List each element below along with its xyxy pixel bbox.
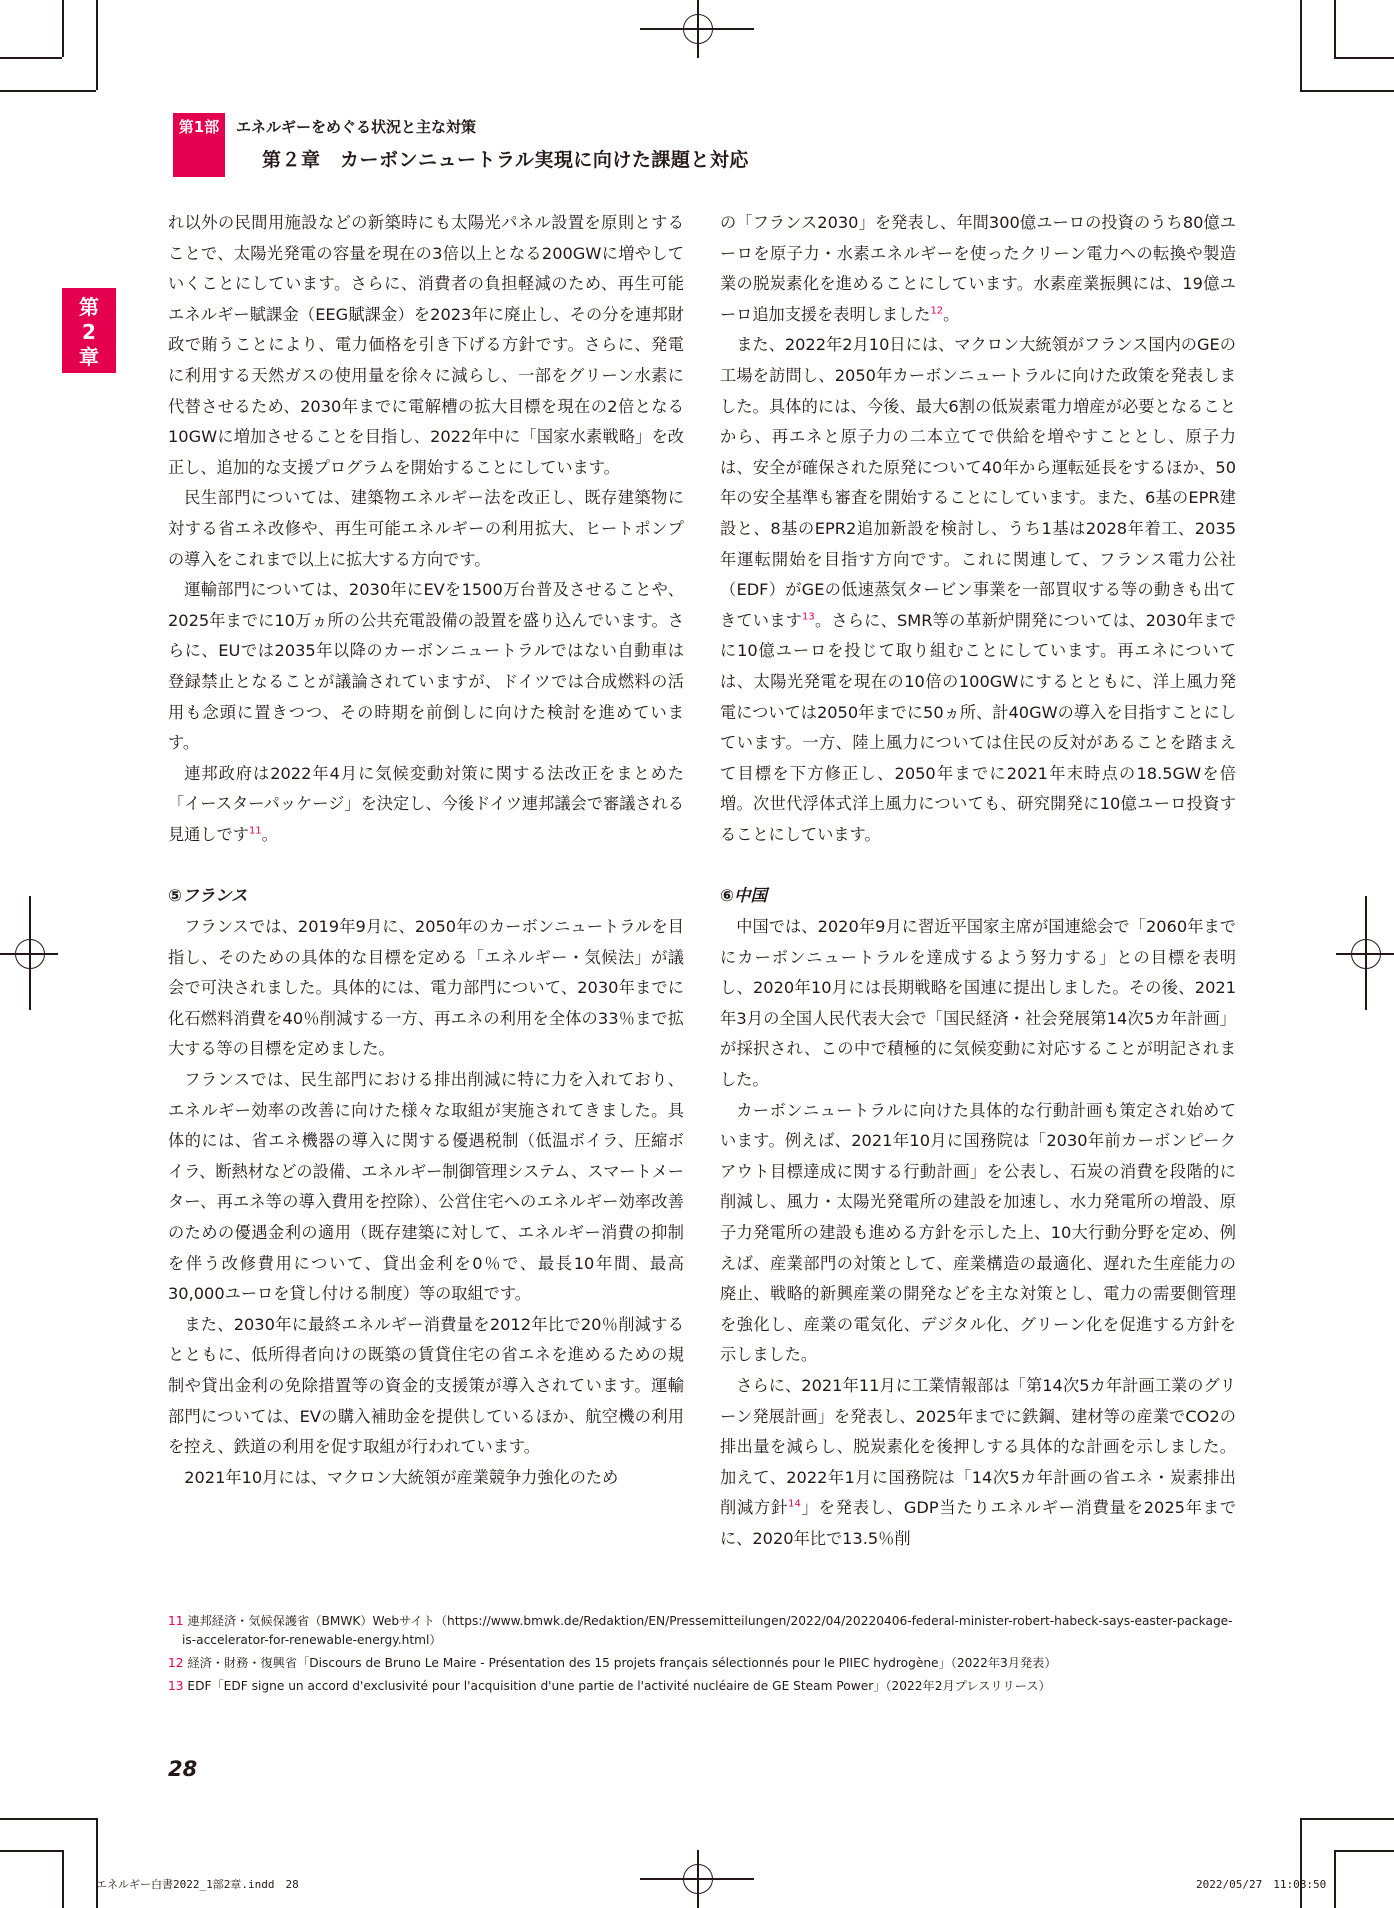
side-tab-line: 2 bbox=[82, 320, 96, 344]
right-column bbox=[720, 208, 1236, 1555]
crop-mark bbox=[62, 1850, 64, 1908]
side-tab-line: 第 bbox=[79, 295, 99, 319]
paragraph bbox=[720, 330, 1236, 850]
crop-mark bbox=[1334, 1850, 1394, 1852]
paragraph bbox=[720, 208, 1236, 330]
part-accent-bar bbox=[173, 141, 225, 177]
footnote-ref[interactable]: 12 bbox=[930, 305, 944, 317]
paragraph-text: また、2022年2月10日には、マクロン大統領がフランス国内のGEの工場を訪問し、2050年カーボンニュートラルに向けた政策を発表しました。具体的には、今後、最大6割の低炭素電力増産が必要となることから、再エネと原子力の二本立てで供給を増やすこととし、原子力は、安全が確保された原発について40年から運転延長をするほか、50年の安全基準も審査を開始することにしています。また、6基のEPR建設と、8基のEPR2追加新設を検討し、うち1基は2028年着工、2035年運転開始を目指す方向です。これに関連して、フランス電力公社（EDF）がGEの低速蒸気タービン事業を一部買収する等の動きも出てきています bbox=[720, 335, 1236, 630]
paragraph: 運輸部門については、2030年にEVを1500万台普及させることや、2025年までに10万ヵ所の公共充電設備の設置を盛り込んでいます。さらに、EUでは2035年以降のカーボンニュートラルではない自動車は登録禁止となることが議論されていますが、ドイツでは合成燃料の活用も念頭に置きつつ、その時期を前倒しに向けた検討を進めています。 bbox=[168, 580, 684, 753]
crop-mark bbox=[0, 1818, 96, 1820]
paragraph-text: 」を発表し、GDP当たりエネルギー消費量を2025年までに、2020年比で13.5％削 bbox=[720, 1498, 1237, 1548]
crop-mark bbox=[0, 90, 96, 92]
footnote-text: 連邦経済・気候保護省（BMWK）Webサイト（https://www.bmwk.de/Redaktion/EN/Pressemitteilungen/2022/04/20220406-federal-minister-robert-habeck-says-easter-package-is-accelerator-for-renewable-energy.html） bbox=[182, 1614, 1233, 1647]
paragraph: カーボンニュートラルに向けた具体的な行動計画も策定され始めています。例えば、2021年10月に国務院は「2030年前カーボンピークアウト目標達成に関する行動計画」を公表し、石炭の消費を段階的に削減し、風力・太陽光発電所の建設を加速し、水力発電所の増設、原子力発電所の建設も進める方針を示した上、10大行動分野を定め、例えば、産業部門の対策として、産業構造の最適化、遅れた生産能力の廃止、戦略的新興産業の開発などを主な対策とし、電力の需要側管理を強化し、産業の電気化、デジタル化、グリーン化を促進する方針を示しました。 bbox=[720, 1100, 1236, 1365]
paragraph: 中国では、2020年9月に習近平国家主席が国連総会で「2060年までにカーボンニュートラルを達成するよう努力する」との目標を表明し、2020年10月には長期戦略を国連に提出しました。その後、2021年3月の全国人民代表大会で「国民経済・社会発展第14次5カ年計画」が採択され、この中で積極的に気候変動に対応することが明記されました。 bbox=[720, 917, 1236, 1090]
crop-mark bbox=[1334, 0, 1336, 57]
part-title: エネルギーをめぐる状況と主な対策 bbox=[236, 118, 477, 136]
section-heading-china: ⑥中国 bbox=[720, 886, 767, 906]
footnote-number: 12 bbox=[168, 1656, 184, 1670]
crop-mark bbox=[1300, 90, 1394, 92]
paragraph: フランスでは、2019年9月に、2050年のカーボンニュートラルを目指し、そのための具体的な目標を定める「エネルギー・気候法」が議会で可決されました。具体的には、電力部門について、2030年までに化石燃料消費を40％削減する一方、再エネの利用を全体の33％まで拡大する等の目標を定めました。 bbox=[168, 917, 684, 1059]
section-heading-france: ⑤フランス bbox=[168, 886, 248, 906]
footnote bbox=[168, 1612, 1236, 1650]
footnote-ref[interactable]: 13 bbox=[802, 611, 815, 623]
paragraph bbox=[720, 1371, 1236, 1555]
footnote-number: 13 bbox=[168, 1679, 184, 1693]
crop-mark bbox=[1300, 1818, 1302, 1908]
paragraph: フランスでは、民生部門における排出削減に特に力を入れており、エネルギー効率の改善に向けた様々な取組が実施されてきました。具体的には、省エネ機器の導入に関する優遇税制（低温ボイラ、圧縮ボイラ、断熱材などの設備、エネルギー制御管理システム、スマートメーター、再エネ等の導入費用を控除）、公営住宅へのエネルギー効率改善のための優遇金利の適用（既存建築に対して、エネルギー消費の抑制を伴う改修費用について、貸出金利を0％で、最長10年間、最高30,000ユーロを貸し付ける制度）等の取組です。 bbox=[168, 1070, 684, 1304]
crop-mark bbox=[62, 0, 64, 57]
paragraph-text: 。さらに、SMR等の革新炉開発については、2030年までに10億ユーロを投じて取り組むことにしています。再エネについては、太陽光発電を現在の10倍の100GWにするとともに、洋上風力発電については2050年までに50ヵ所、計40GWの導入を目指すことにしています。一方、陸上風力については住民の反対があることを踏まえて目標を下方修正し、2050年までに2021年末時点の18.5GWを倍増。次世代浮体式洋上風力についても、研究開発に10億ユーロ投資することにしています。 bbox=[720, 610, 1236, 844]
crop-mark bbox=[0, 1850, 62, 1852]
footnote-text: EDF「EDF signe un accord d'exclusivité pour l'acquisition d'une partie de l'activité nucléaire de GE Steam Power」（2022年2月プレスリリース） bbox=[187, 1679, 1051, 1693]
paragraph bbox=[168, 759, 684, 851]
slug-timestamp: 2022/05/27 11:08:50 bbox=[1196, 1878, 1327, 1891]
footnotes bbox=[168, 1612, 1236, 1700]
crop-mark bbox=[1334, 1850, 1336, 1908]
paragraph: れ以外の民間用施設などの新築時にも太陽光パネル設置を原則とすることで、太陽光発電の容量を現在の3倍以上となる200GWに増やしていくことにしています。さらに、消費者の負担軽減のため、再生可能エネルギー賦課金（EEG賦課金）を2023年に廃止し、その分を連邦財政で賄うことにより、電力価格を引き下げる方針です。さらに、発電に利用する天然ガスの使用量を徐々に減らし、一部をグリーン水素に代替させるため、2030年までに電解槽の拡大目標を現在の2倍となる10GWに増加させることを目指し、2022年中に「国家水素戦略」を改正し、追加的な支援プログラムを開始することにしています。 bbox=[168, 213, 684, 477]
paragraph-text: の「フランス2030」を発表し、年間300億ユーロの投資のうち80億ユーロを原子力・水素エネルギーを使ったクリーン電力への転換や製造業の脱炭素化を進めることにしています。水素産業振興には、19億ユーロ追加支援を表明しました bbox=[720, 213, 1236, 324]
paragraph-text: 。 bbox=[943, 304, 960, 324]
footnote-ref[interactable]: 11 bbox=[248, 825, 262, 837]
paragraph: 民生部門については、建築物エネルギー法を改正し、既存建築物に対する省エネ改修や、再生可能エネルギーの利用拡大、ヒートポンプの導入をこれまで以上に拡大する方向です。 bbox=[168, 488, 684, 569]
footnote-ref[interactable]: 14 bbox=[788, 1498, 801, 1510]
crop-mark bbox=[96, 0, 98, 90]
left-column bbox=[168, 208, 684, 1493]
footnote bbox=[168, 1654, 1236, 1673]
crop-mark bbox=[1334, 57, 1394, 59]
part-badge: 第1部 bbox=[173, 113, 225, 141]
paragraph: 2021年10月には、マクロン大統領が産業競争力強化のため bbox=[184, 1467, 619, 1487]
chapter-title: 第２章 カーボンニュートラル実現に向けた課題と対応 bbox=[262, 149, 749, 171]
crop-mark bbox=[96, 1818, 98, 1908]
paragraph-text: さらに、2021年11月に工業情報部は「第14次5カ年計画工業のグリーン発展計画」を発表し、2025年までに鉄鋼、建材等の産業でCO2の排出量を減らし、脱炭素化を後押しする具体的な計画を示しました。加えて、2022年1月に国務院は「14次5カ年計画の省エネ・炭素排出削減方針 bbox=[720, 1375, 1236, 1518]
crop-mark bbox=[0, 57, 62, 59]
paragraph-text: 連邦政府は2022年4月に気候変動対策に関する法改正をまとめた「イースターパッケージ」を決定し、今後ドイツ連邦議会で審議される見通しです bbox=[168, 763, 684, 844]
footnote-number: 11 bbox=[168, 1614, 184, 1628]
page-number: 28 bbox=[168, 1757, 198, 1781]
side-tab-line: 章 bbox=[79, 345, 99, 369]
slug-filename: エネルギー白書2022_1部2章.indd 28 bbox=[96, 1878, 299, 1891]
crop-mark bbox=[1300, 0, 1302, 90]
paragraph: また、2030年に最終エネルギー消費量を2012年比で20％削減するとともに、低所得者向けの既築の賃貸住宅の省エネを進めるための規制や貸出金利の免除措置等の資金的支援策が導入されています。運輸部門については、EVの購入補助金を提供しているほか、航空機の利用を控え、鉄道の利用を促す取組が行われています。 bbox=[168, 1314, 684, 1457]
footnote-text: 経済・財務・復興省「Discours de Bruno Le Maire - Présentation des 15 projets français sélectionnés pour le PIIEC hydrogène」（2022年3月発表） bbox=[187, 1656, 1057, 1670]
chapter-side-tab bbox=[62, 288, 116, 373]
paragraph-text: 。 bbox=[261, 824, 278, 844]
footnote bbox=[168, 1677, 1236, 1696]
crop-mark bbox=[1300, 1818, 1394, 1820]
